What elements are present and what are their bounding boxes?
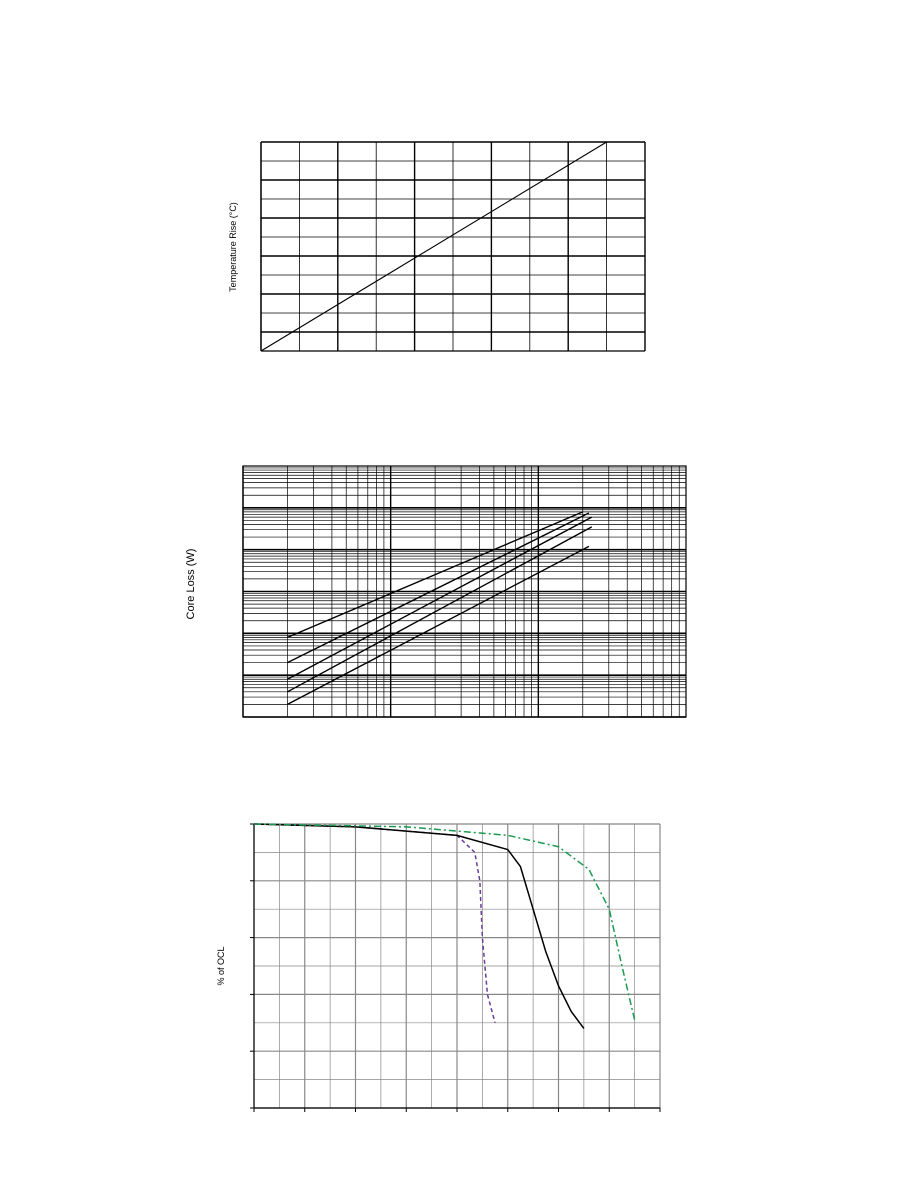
core-loss-chart xyxy=(243,466,686,717)
temperature-rise-chart xyxy=(261,142,645,351)
series-line-5 xyxy=(287,546,588,704)
chart2-ylabel: Core Loss (W) xyxy=(185,548,197,620)
series-line-1 xyxy=(261,142,607,351)
series-line-3 xyxy=(254,824,635,1020)
series-line-2 xyxy=(254,824,584,1028)
ocl-chart xyxy=(250,824,660,1112)
series-line-1 xyxy=(254,824,495,1023)
chart3-ylabel: % of OCL xyxy=(216,946,226,986)
chart1-ylabel: Temperature Rise (°C) xyxy=(228,202,238,292)
